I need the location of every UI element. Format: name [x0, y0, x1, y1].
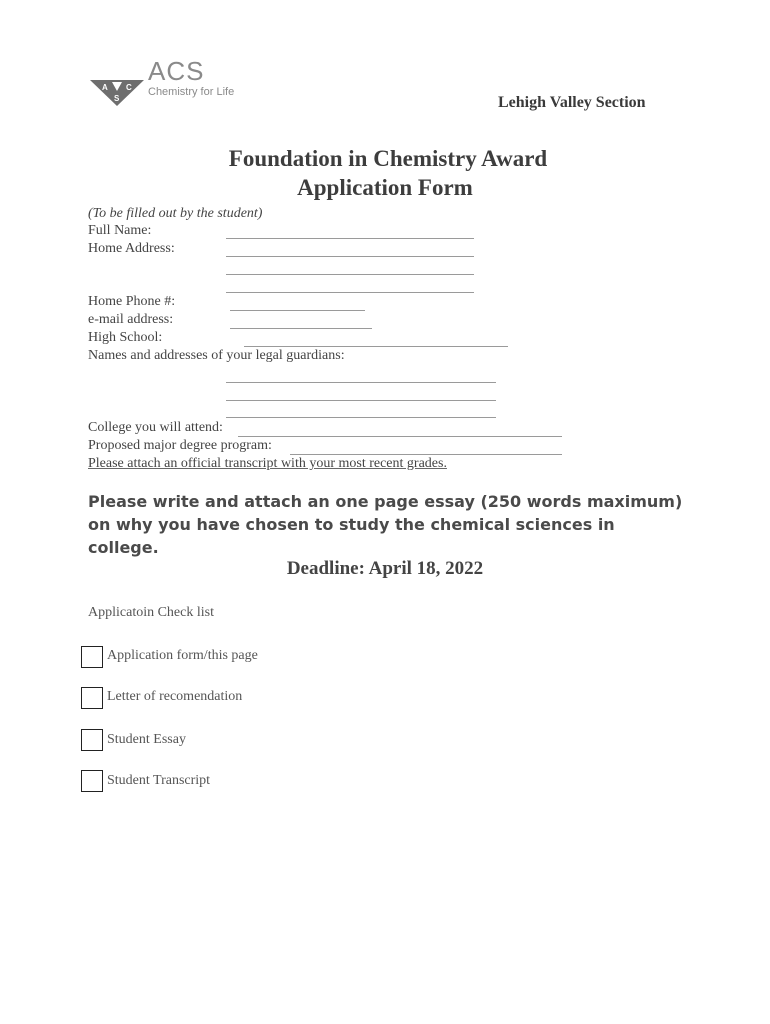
guardians-field-2[interactable]: [226, 400, 496, 401]
checkbox-recommendation[interactable]: [81, 687, 103, 709]
home-address-label: Home Address:: [88, 241, 175, 256]
logo-letter-c: C: [126, 83, 132, 92]
logo-letter-s: S: [114, 94, 120, 103]
email-label: e-mail address:: [88, 312, 174, 327]
home-address-field-1[interactable]: [226, 256, 474, 257]
checklist-item-essay: Student Essay: [107, 732, 186, 747]
guardians-field-3[interactable]: [226, 417, 496, 418]
logo-tagline: Chemistry for Life: [148, 86, 235, 98]
high-school-field[interactable]: [244, 346, 508, 347]
email-field[interactable]: [230, 328, 372, 329]
checkbox-essay[interactable]: [81, 729, 103, 751]
full-name-field[interactable]: [226, 238, 474, 239]
form-note: (To be filled out by the student): [88, 206, 263, 221]
checkbox-application-form[interactable]: [81, 646, 103, 668]
home-address-field-3[interactable]: [226, 292, 474, 293]
section-name: Lehigh Valley Section: [498, 94, 646, 111]
home-phone-label: Home Phone #:: [88, 294, 176, 309]
major-field[interactable]: [290, 454, 562, 455]
essay-instruction: Please write and attach an one page essay (250 words maximum) on why you have chosen to study the chemical sciences in college.: [88, 492, 683, 557]
checkbox-transcript[interactable]: [81, 770, 103, 792]
page-title: Foundation in Chemistry Award: [228, 146, 548, 171]
guardians-label: Names and addresses of your legal guardians:: [88, 348, 345, 363]
checklist-item-transcript: Student Transcript: [107, 773, 211, 788]
acs-logo: [88, 78, 146, 108]
page-subtitle: Application Form: [297, 175, 473, 200]
home-address-field-2[interactable]: [226, 274, 474, 275]
logo-letter-a: A: [102, 83, 108, 92]
deadline: Deadline: April 18, 2022: [286, 558, 484, 579]
checklist-title: Applicatoin Check list: [88, 605, 214, 620]
checklist-item-application-form: Application form/this page: [107, 648, 258, 663]
college-label: College you will attend:: [88, 420, 223, 435]
transcript-instruction: Please attach an official transcript with your most recent grades.: [88, 456, 447, 471]
home-phone-field[interactable]: [230, 310, 365, 311]
high-school-label: High School:: [88, 330, 163, 345]
guardians-field-1[interactable]: [226, 382, 496, 383]
major-label: Proposed major degree program:: [88, 438, 272, 453]
full-name-label: Full Name:: [88, 223, 152, 238]
checklist-item-recommendation: Letter of recomendation: [107, 689, 243, 704]
college-field[interactable]: [238, 436, 562, 437]
logo-acronym: ACS: [148, 56, 205, 86]
